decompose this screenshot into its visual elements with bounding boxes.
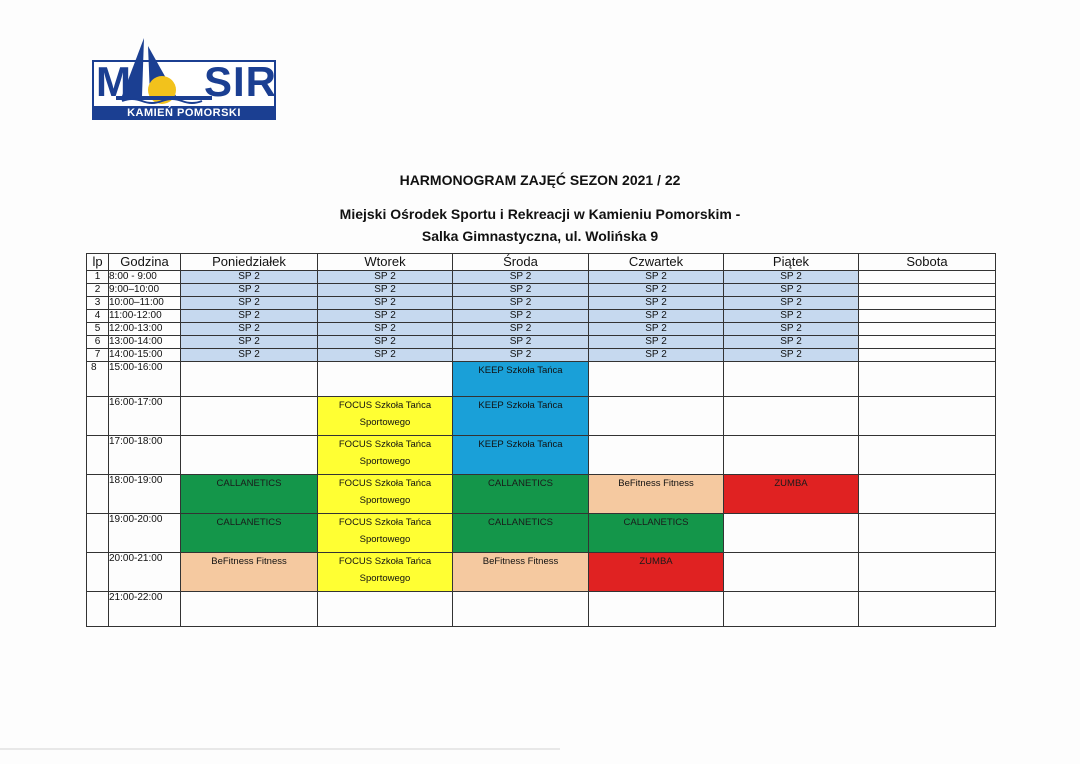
row-lp: 7 (87, 349, 109, 362)
row-hour: 18:00-19:00 (109, 475, 181, 514)
cell-wed-callanetics: CALLANETICS (453, 514, 589, 553)
cell-mon (181, 436, 318, 475)
table-row (87, 323, 996, 336)
cell-wed: SP 2 (453, 323, 589, 336)
cell-sat (859, 336, 996, 349)
cell-thu: SP 2 (589, 349, 724, 362)
header-godzina: Godzina (109, 254, 181, 271)
cell-wed-keep: KEEP Szkoła Tańca (453, 436, 589, 475)
cell-sat (859, 475, 996, 514)
cell-fri (724, 553, 859, 592)
cell-sat (859, 514, 996, 553)
cell-fri: SP 2 (724, 297, 859, 310)
cell-tue-focus: FOCUS Szkoła Tańca Sportowego (318, 553, 453, 592)
table-row (87, 349, 996, 362)
cell-sat (859, 397, 996, 436)
table-row (87, 271, 996, 284)
table-row (87, 553, 996, 592)
cell-thu (589, 436, 724, 475)
cell-thu-befitness: BeFitness Fitness (589, 475, 724, 514)
table-row (87, 310, 996, 323)
cell-mon: SP 2 (181, 284, 318, 297)
table-row (87, 336, 996, 349)
cell-fri: SP 2 (724, 310, 859, 323)
cell-wed-keep: KEEP Szkoła Tańca (453, 397, 589, 436)
page-subtitle (0, 203, 1080, 247)
cell-sat (859, 362, 996, 397)
page-title: HARMONOGRAM ZAJĘĆ SEZON 2021 / 22 (399, 172, 681, 188)
cell-thu (589, 362, 724, 397)
cell-sat (859, 310, 996, 323)
row-lp (87, 553, 109, 592)
cell-wed: SP 2 (453, 284, 589, 297)
cell-tue: SP 2 (318, 310, 453, 323)
row-hour: 17:00-18:00 (109, 436, 181, 475)
header-poniedzialek: Poniedziałek (181, 254, 318, 271)
cell-tue-focus: FOCUS Szkoła Tańca Sportowego (318, 475, 453, 514)
cell-tue (318, 592, 453, 627)
row-hour: 16:00-17:00 (109, 397, 181, 436)
row-hour: 9:00–10:00 (109, 284, 181, 297)
cell-thu (589, 397, 724, 436)
row-lp: 5 (87, 323, 109, 336)
logo-wordmark (96, 58, 278, 106)
cell-fri (724, 436, 859, 475)
row-hour: 11:00-12:00 (109, 310, 181, 323)
cell-mon-callanetics: CALLANETICS (181, 475, 318, 514)
cell-thu: SP 2 (589, 271, 724, 284)
cell-tue: SP 2 (318, 336, 453, 349)
header-lp: lp (87, 254, 109, 271)
cell-mon: SP 2 (181, 336, 318, 349)
row-hour: 8:00 - 9:00 (109, 271, 181, 284)
cell-wed-callanetics: CALLANETICS (453, 475, 589, 514)
subtitle-line-2: Salka Gimnastyczna, ul. Wolińska 9 (421, 228, 659, 244)
table-row (87, 397, 996, 436)
cell-sat (859, 436, 996, 475)
cell-thu: SP 2 (589, 310, 724, 323)
cell-mon: SP 2 (181, 297, 318, 310)
cell-fri-zumba: ZUMBA (724, 475, 859, 514)
cell-mon (181, 362, 318, 397)
cell-wed-befitness: BeFitness Fitness (453, 553, 589, 592)
table-row (87, 592, 996, 627)
cell-sat (859, 284, 996, 297)
cell-tue-focus: FOCUS Szkoła Tańca Sportowego (318, 514, 453, 553)
cell-fri (724, 397, 859, 436)
cell-fri (724, 514, 859, 553)
header-sroda: Środa (453, 254, 589, 271)
cell-fri (724, 592, 859, 627)
header-piatek: Piątek (724, 254, 859, 271)
row-lp: 8 (87, 362, 109, 397)
cell-wed-keep: KEEP Szkoła Tańca (453, 362, 589, 397)
row-lp (87, 514, 109, 553)
logo-letters-sir: SIR (204, 58, 278, 105)
cell-fri: SP 2 (724, 323, 859, 336)
cell-wed: SP 2 (453, 297, 589, 310)
cell-fri: SP 2 (724, 271, 859, 284)
row-lp (87, 397, 109, 436)
row-lp: 1 (87, 271, 109, 284)
header-row (87, 254, 996, 271)
table-row (87, 436, 996, 475)
row-lp (87, 592, 109, 627)
subtitle-line-1: Miejski Ośrodek Sportu i Rekreacji w Kamieniu Pomorskim - (339, 206, 741, 222)
cell-tue: SP 2 (318, 271, 453, 284)
table-row (87, 475, 996, 514)
cell-wed: SP 2 (453, 336, 589, 349)
row-hour: 19:00-20:00 (109, 514, 181, 553)
cell-thu: SP 2 (589, 323, 724, 336)
cell-mon (181, 592, 318, 627)
cell-mon-callanetics: CALLANETICS (181, 514, 318, 553)
cell-fri: SP 2 (724, 336, 859, 349)
cell-sat (859, 297, 996, 310)
cell-wed: SP 2 (453, 271, 589, 284)
row-hour: 21:00-22:00 (109, 592, 181, 627)
row-lp (87, 475, 109, 514)
cell-fri: SP 2 (724, 284, 859, 297)
table-row (87, 362, 996, 397)
row-hour: 12:00-13:00 (109, 323, 181, 336)
cell-thu-zumba: ZUMBA (589, 553, 724, 592)
row-hour: 14:00-15:00 (109, 349, 181, 362)
table-row (87, 297, 996, 310)
logo-letter-m: M (96, 58, 132, 105)
cell-mon: SP 2 (181, 349, 318, 362)
header-wtorek: Wtorek (318, 254, 453, 271)
cell-tue (318, 362, 453, 397)
cell-thu: SP 2 (589, 336, 724, 349)
cell-thu: SP 2 (589, 284, 724, 297)
cell-tue-focus: FOCUS Szkoła Tańca Sportowego (318, 397, 453, 436)
mosir-logo (92, 38, 278, 120)
cell-thu-callanetics: CALLANETICS (589, 514, 724, 553)
cell-fri (724, 362, 859, 397)
row-hour: 10:00–11:00 (109, 297, 181, 310)
cell-tue: SP 2 (318, 284, 453, 297)
cell-tue: SP 2 (318, 349, 453, 362)
row-hour: 20:00-21:00 (109, 553, 181, 592)
row-lp: 6 (87, 336, 109, 349)
logo-band: KAMIEŃ POMORSKI (92, 106, 276, 120)
cell-wed (453, 592, 589, 627)
page-edge-line (0, 748, 560, 750)
table-row (87, 514, 996, 553)
cell-mon: SP 2 (181, 323, 318, 336)
header-sobota: Sobota (859, 254, 996, 271)
schedule-table (86, 253, 996, 627)
row-hour: 15:00-16:00 (109, 362, 181, 397)
cell-wed: SP 2 (453, 310, 589, 323)
cell-wed: SP 2 (453, 349, 589, 362)
cell-thu: SP 2 (589, 297, 724, 310)
table-row (87, 284, 996, 297)
cell-mon (181, 397, 318, 436)
row-lp: 4 (87, 310, 109, 323)
header-czwartek: Czwartek (589, 254, 724, 271)
cell-mon-befitness: BeFitness Fitness (181, 553, 318, 592)
cell-tue: SP 2 (318, 297, 453, 310)
cell-sat (859, 271, 996, 284)
cell-sat (859, 349, 996, 362)
cell-tue-focus: FOCUS Szkoła Tańca Sportowego (318, 436, 453, 475)
row-lp: 3 (87, 297, 109, 310)
cell-mon: SP 2 (181, 271, 318, 284)
cell-sat (859, 592, 996, 627)
cell-fri: SP 2 (724, 349, 859, 362)
cell-mon: SP 2 (181, 310, 318, 323)
row-hour: 13:00-14:00 (109, 336, 181, 349)
cell-thu (589, 592, 724, 627)
cell-sat (859, 323, 996, 336)
row-lp (87, 436, 109, 475)
cell-sat (859, 553, 996, 592)
row-lp: 2 (87, 284, 109, 297)
cell-tue: SP 2 (318, 323, 453, 336)
